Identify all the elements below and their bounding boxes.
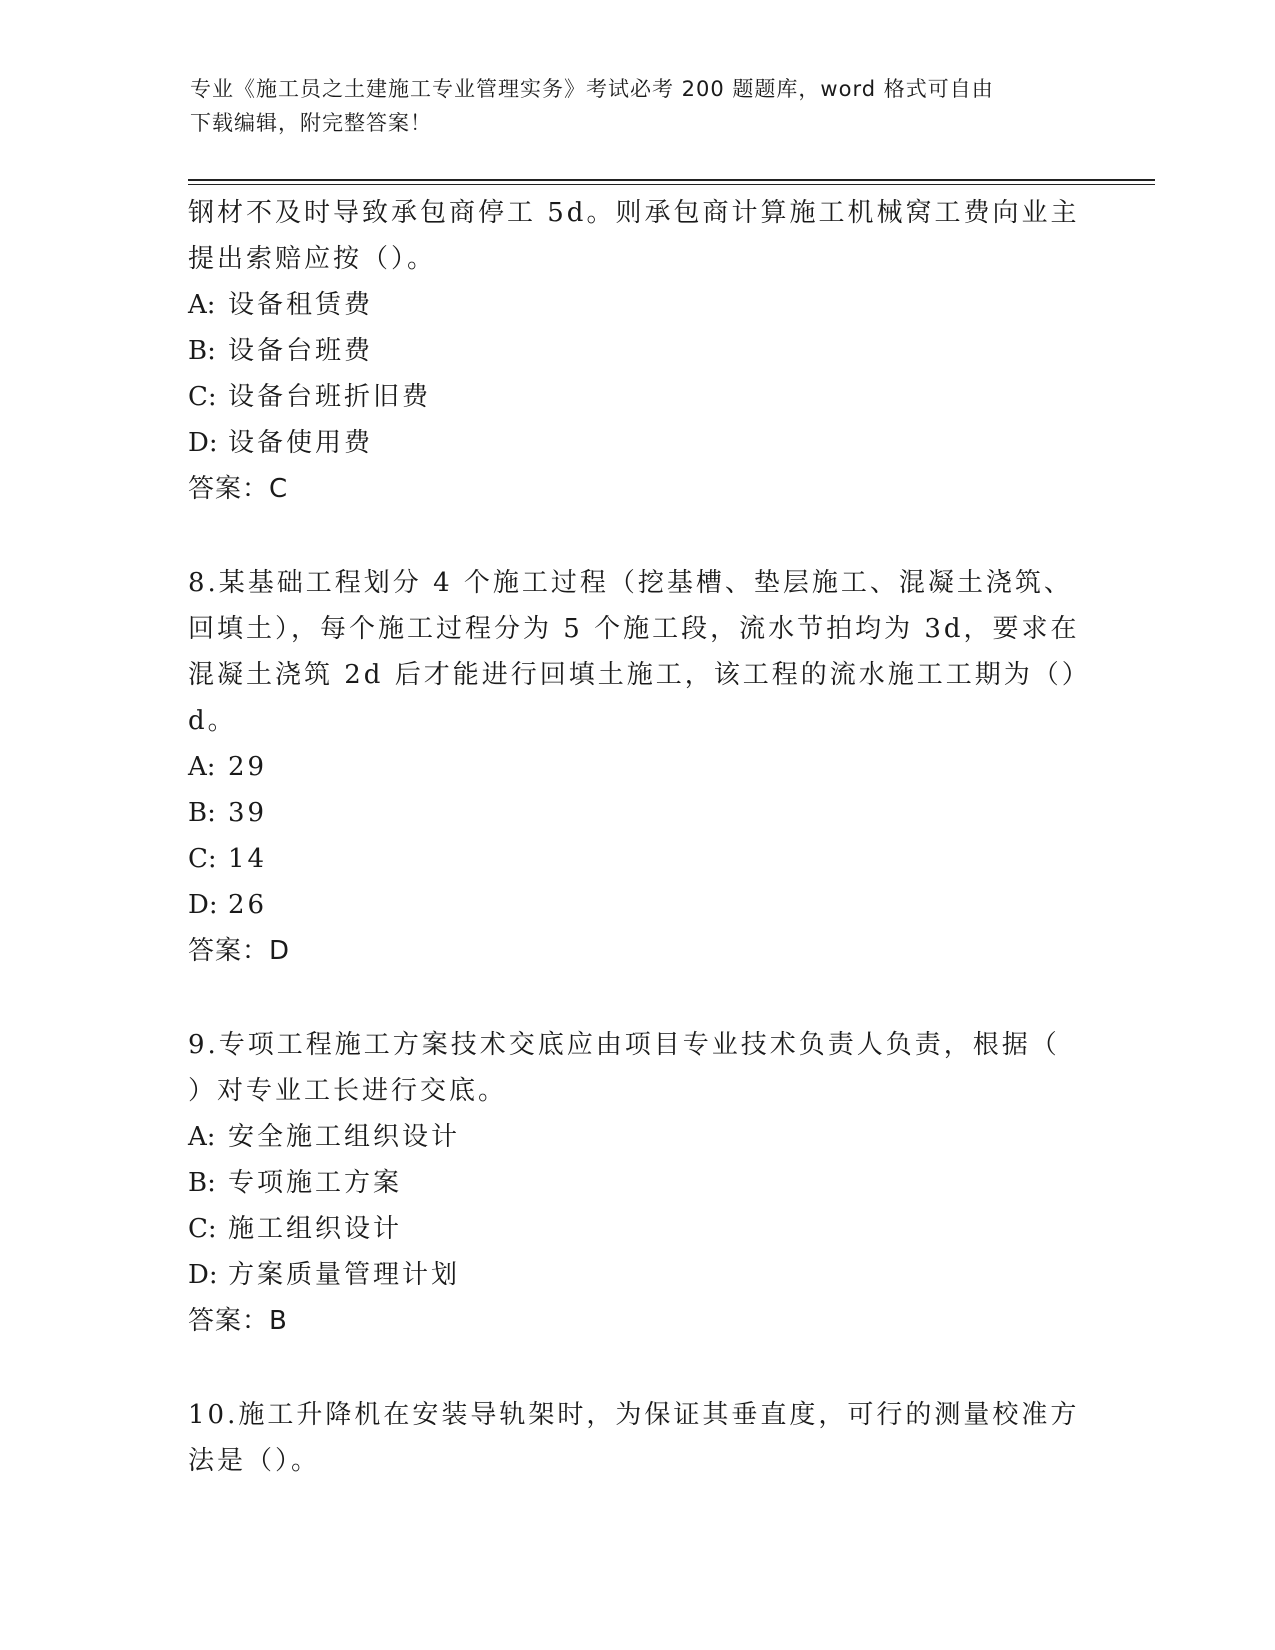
option-c <box>188 374 1078 420</box>
question-stem-line: d。 <box>188 706 237 736</box>
option-b <box>188 1160 1078 1206</box>
option-text: 方案质量管理计划 <box>228 1260 461 1290</box>
option-b <box>188 790 1078 836</box>
option-b <box>188 328 1078 374</box>
question-stem-line: 提出索赔应按（）。 <box>188 244 437 274</box>
option-d <box>188 882 1078 928</box>
option-a <box>188 282 1078 328</box>
option-a <box>188 744 1078 790</box>
header-line-1: 专业《施工员之土建施工专业管理实务》考试必考 200 题题库，word 格式可自由 <box>190 77 994 101</box>
question-7 <box>188 190 1078 512</box>
question-9 <box>188 1022 1078 1344</box>
question-content <box>188 190 1091 1484</box>
document-header <box>190 72 1090 140</box>
option-text: 39 <box>228 798 268 828</box>
option-label: C: <box>188 382 217 412</box>
option-label: A: <box>188 1122 216 1152</box>
question-stem-line: ）对专业工长进行交底。 <box>188 1076 508 1106</box>
question-stem-line: 9.专项工程施工方案技术交底应由项目专业技术负责人负责，根据（ <box>188 1030 1060 1060</box>
option-text: 设备台班费 <box>228 336 374 366</box>
option-text: 设备台班折旧费 <box>228 382 432 412</box>
option-text: 专项施工方案 <box>228 1168 403 1198</box>
option-text: 设备租赁费 <box>228 290 374 320</box>
answer-line: 答案：C <box>188 474 289 504</box>
header-rule-thin <box>188 184 1155 185</box>
option-text: 14 <box>228 844 268 874</box>
option-text: 施工组织设计 <box>228 1214 403 1244</box>
option-text: 设备使用费 <box>228 428 374 458</box>
option-d <box>188 420 1078 466</box>
header-rule-thick <box>188 179 1155 181</box>
option-d <box>188 1252 1078 1298</box>
option-label: D: <box>188 428 218 458</box>
option-a <box>188 1114 1078 1160</box>
option-c <box>188 836 1078 882</box>
question-stem-line: 回填土），每个施工过程分为 5 个施工段，流水节拍均为 3d，要求在 <box>188 614 1080 644</box>
option-label: B: <box>188 1168 216 1198</box>
option-label: D: <box>188 890 218 920</box>
option-label: B: <box>188 798 216 828</box>
spacer <box>188 1344 1078 1392</box>
answer-line: 答案：B <box>188 1306 288 1336</box>
question-stem-line: 钢材不及时导致承包商停工 5d。则承包商计算施工机械窝工费向业主 <box>188 198 1080 228</box>
question-8 <box>188 560 1091 974</box>
spacer <box>188 974 1078 1022</box>
option-label: D: <box>188 1260 218 1290</box>
option-label: C: <box>188 1214 217 1244</box>
option-text: 29 <box>228 752 268 782</box>
option-label: C: <box>188 844 217 874</box>
header-line-2: 下载编辑，附完整答案！ <box>190 111 432 135</box>
question-stem-line: 混凝土浇筑 2d 后才能进行回填土施工，该工程的流水施工工期为（） <box>188 660 1091 690</box>
question-stem-line: 10.施工升降机在安装导轨架时，为保证其垂直度，可行的测量校准方 <box>188 1400 1080 1430</box>
option-label: A: <box>188 752 216 782</box>
option-text: 安全施工组织设计 <box>228 1122 461 1152</box>
answer-line: 答案：D <box>188 936 291 966</box>
question-10 <box>188 1392 1078 1484</box>
question-stem-line: 法是（）。 <box>188 1446 321 1476</box>
option-text: 26 <box>228 890 268 920</box>
question-stem-line: 8.某基础工程划分 4 个施工过程（挖基槽、垫层施工、混凝土浇筑、 <box>188 568 1073 598</box>
option-c <box>188 1206 1078 1252</box>
option-label: B: <box>188 336 216 366</box>
option-label: A: <box>188 290 216 320</box>
spacer <box>188 512 1078 560</box>
